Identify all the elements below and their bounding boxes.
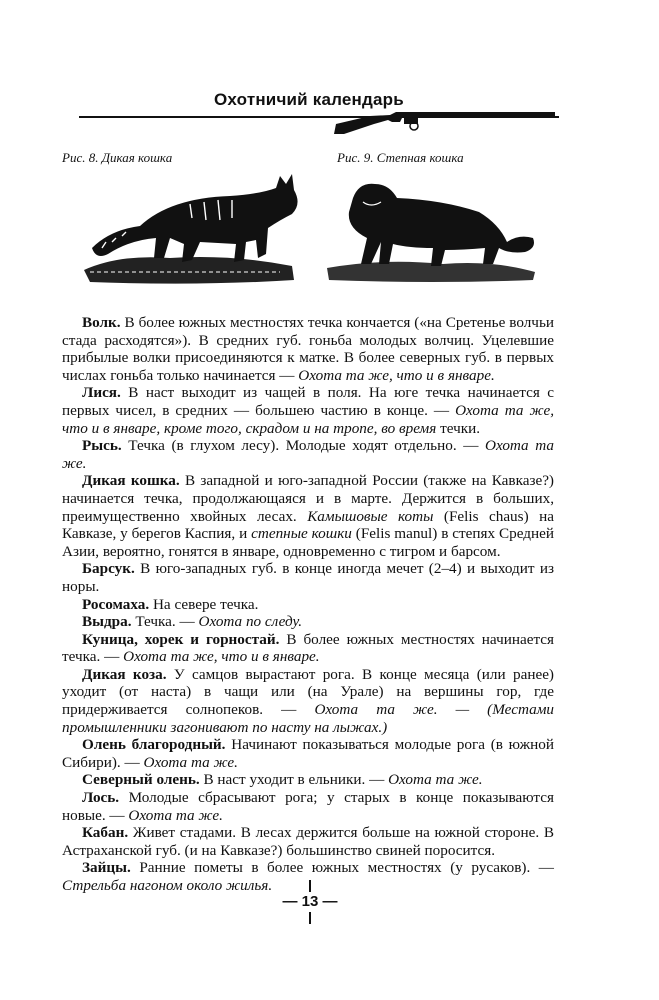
paragraph: [62, 437, 554, 472]
article-body: [62, 314, 554, 895]
page-footer: [280, 880, 340, 924]
figure-steppe-cat: [337, 150, 464, 166]
paragraph: [62, 472, 554, 560]
entry-term: Росомаха.: [82, 595, 150, 613]
entry-term: Куница, хорек и горностай.: [82, 630, 280, 648]
entry-term: Барсук.: [82, 560, 135, 578]
header-title: Охотничий календарь: [214, 90, 404, 109]
emphasis-text: Охота та же.: [143, 753, 238, 771]
text-run: В юго-западных губ. в конце иногда мечет (2–4) и выходит из норы.: [62, 560, 554, 595]
text-run: Живет стадами. В лесах держится больше на южной стороне. В Астраханской губ. (и на Кавказе?) большинство свиней поросится.: [62, 824, 554, 859]
figure-caption: Рис. 8. Дикая кошка: [62, 150, 173, 165]
entry-term: Лось.: [82, 789, 120, 807]
emphasis-text: Камышовые коты: [307, 507, 434, 525]
rifle-icon: [330, 102, 560, 136]
entry-term: Дикая кошка.: [82, 472, 180, 490]
text-run: В более южных местностях начинается течка. —: [62, 630, 554, 666]
text-run: Начинают показываться молодые рога (в южной Сибири). —: [62, 736, 554, 771]
figure-caption: Рис. 9. Степная кошка: [337, 150, 464, 165]
paragraph: [62, 631, 554, 666]
paragraph: [62, 824, 554, 859]
entry-term: Волк.: [82, 314, 121, 331]
emphasis-text: Охота та же, что и в январе.: [123, 648, 320, 666]
emphasis-text: Охота по следу.: [198, 613, 303, 631]
emphasis-text: Охота та же, что и в январе.: [298, 366, 495, 384]
page-number: — 13 —: [282, 893, 338, 910]
text-run: В наст уходит в ельники. —: [199, 771, 389, 789]
footer-tick-top: [309, 880, 311, 892]
steppe-cat-illustration: [323, 168, 543, 284]
emphasis-text: Охота та же.: [128, 806, 223, 824]
text-run: (Felis manul) в степях Средней Азии, вероятно, гонятся в январе, одновременно с тигром и барсом.: [62, 525, 554, 560]
emphasis-text: Стрельба нагоном около жилья.: [62, 877, 273, 894]
text-run: В наст выходит из чащей в поля. На юге течка начинается с первых чисел, в средних — большею частию в конце. —: [62, 384, 554, 419]
paragraph: [62, 736, 554, 771]
paragraph: [62, 596, 554, 614]
entry-term: Северный олень.: [82, 771, 200, 789]
text-run: В западной и юго-западной России (также на Кавказе?) начинается течка, продолжающаяся и в марте. Держится в больших, преимущественно хвойных лесах.: [62, 472, 554, 525]
emphasis-text: Охота та же, что и в январе, кроме того, скрадом и на тропе, во время: [62, 401, 554, 437]
text-run: течки.: [436, 419, 481, 437]
paragraph: [62, 314, 554, 384]
entry-term: Дикая коза.: [82, 665, 167, 683]
entry-term: Кабан.: [82, 824, 129, 842]
entry-term: Олень благородный.: [82, 736, 226, 754]
figure-wild-cat: [62, 150, 172, 166]
emphasis-text: степные кошки: [251, 525, 352, 543]
footer-tick-bottom: [309, 912, 311, 924]
text-run: Ранние пометы в более южных местностях (у русаков). —: [130, 859, 554, 877]
entry-term: Рысь.: [82, 437, 122, 455]
text-run: В более южных местностях течка кончается («на Сретенье волчьи стада расходятся»). В средних губ. гоньба молодых волчиц. Уцелевшие прибылые волки присоединяются к матке. В более северных губ. в первых числах гоньба только начинается —: [62, 314, 554, 384]
paragraph: [62, 771, 554, 789]
running-header: [0, 86, 659, 146]
entry-term: Выдра.: [82, 613, 132, 631]
wild-cat-illustration: [80, 168, 310, 286]
entry-term: Зайцы.: [82, 859, 131, 877]
emphasis-text: Охота та же.: [388, 771, 483, 789]
paragraph: [62, 613, 554, 631]
paragraph: [62, 384, 554, 437]
entry-term: Лися.: [82, 384, 121, 402]
paragraph: [62, 560, 554, 595]
paragraph: [62, 666, 554, 736]
emphasis-text: Охота та же.: [62, 437, 554, 472]
text-run: На севере течка.: [149, 595, 259, 613]
text-run: Течка (в глухом лесу). Молодые ходят отдельно. —: [121, 437, 485, 455]
text-run: (Felis chaus) на Кавказе, у берегов Каспия, и: [62, 507, 554, 543]
paragraph: [62, 789, 554, 824]
text-run: Молодые сбрасывают рога; у старых в конце показываются новые. —: [62, 789, 554, 824]
text-run: Течка. —: [131, 613, 199, 631]
text-run: У самцов вырастают рога. В конце месяца (или ранее) уходит (от наста) в чащи или (на Урале) на вершины гор, где придерживается солнопеков. —: [62, 665, 554, 719]
emphasis-text: Охота та же. — (Местами промышленники загонивают по насту на лыжах.): [62, 701, 554, 736]
